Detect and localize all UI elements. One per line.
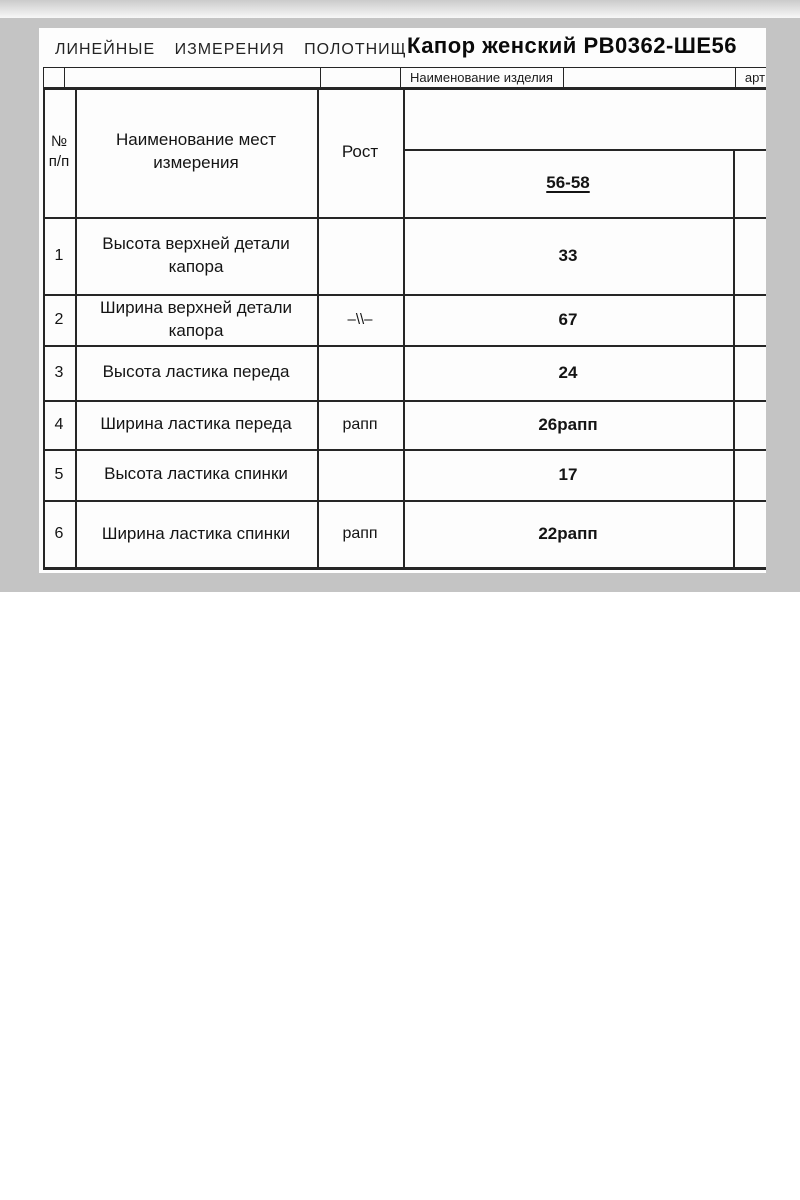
row4-num: 4 — [54, 415, 64, 433]
row1-rost — [317, 217, 403, 294]
row1-name: Высота верхней детали капора — [102, 233, 290, 276]
row4-value: 26рапп — [538, 414, 598, 434]
header-num-line1: № — [50, 132, 68, 150]
grid-line-v — [64, 67, 65, 87]
row2-name: Ширина верхней детали капора — [100, 297, 292, 340]
photo-bottom-fade — [0, 0, 800, 18]
row2-value: 67 — [558, 309, 578, 329]
article-label: арт — [744, 69, 766, 85]
row6-num: 6 — [54, 525, 64, 542]
document-paper — [39, 28, 766, 573]
row2-rost: –\\– — [347, 311, 373, 328]
row1-num: 1 — [54, 246, 64, 264]
row2-num: 2 — [54, 310, 64, 328]
header-cell-rost: Рост — [341, 141, 379, 161]
header-cell-size: 56-58 — [546, 173, 590, 192]
row1-value: 33 — [558, 245, 578, 265]
row5-num: 5 — [54, 465, 64, 483]
scan-photo-background — [0, 0, 800, 592]
row5-name: Высота ластика спинки — [104, 464, 288, 484]
row6-value: 22рапп — [538, 524, 598, 543]
header-cell-num — [43, 87, 75, 217]
header-cell-name: Наименование мест измерения — [116, 130, 276, 172]
row3-num: 3 — [54, 363, 64, 381]
row6-rost: рапп — [342, 525, 378, 542]
grid-line-v — [43, 67, 44, 87]
grid-line-v — [563, 67, 564, 87]
grid-line-v — [320, 67, 321, 87]
row5-rost — [317, 449, 403, 500]
document-title-left: ЛИНЕЙНЫЕ ИЗМЕРЕНИЯ ПОЛОТНИЩ — [55, 41, 407, 58]
row3-rost — [317, 345, 403, 400]
row4-rost: рапп — [342, 415, 378, 433]
grid-line-v — [733, 149, 735, 570]
row3-name: Высота ластика переда — [102, 362, 290, 382]
row5-value: 17 — [558, 464, 578, 484]
header-num-line2: п/п — [48, 153, 70, 170]
product-name-label: Наименование изделия — [410, 69, 553, 85]
row3-value: 24 — [558, 362, 578, 382]
row6-name: Ширина ластика спинки — [101, 523, 291, 543]
document-title-right: Капор женский РВ0362-ШЕ56 — [407, 33, 738, 58]
measurement-table — [43, 87, 766, 570]
row4-name: Ширина ластика переда — [100, 414, 292, 434]
